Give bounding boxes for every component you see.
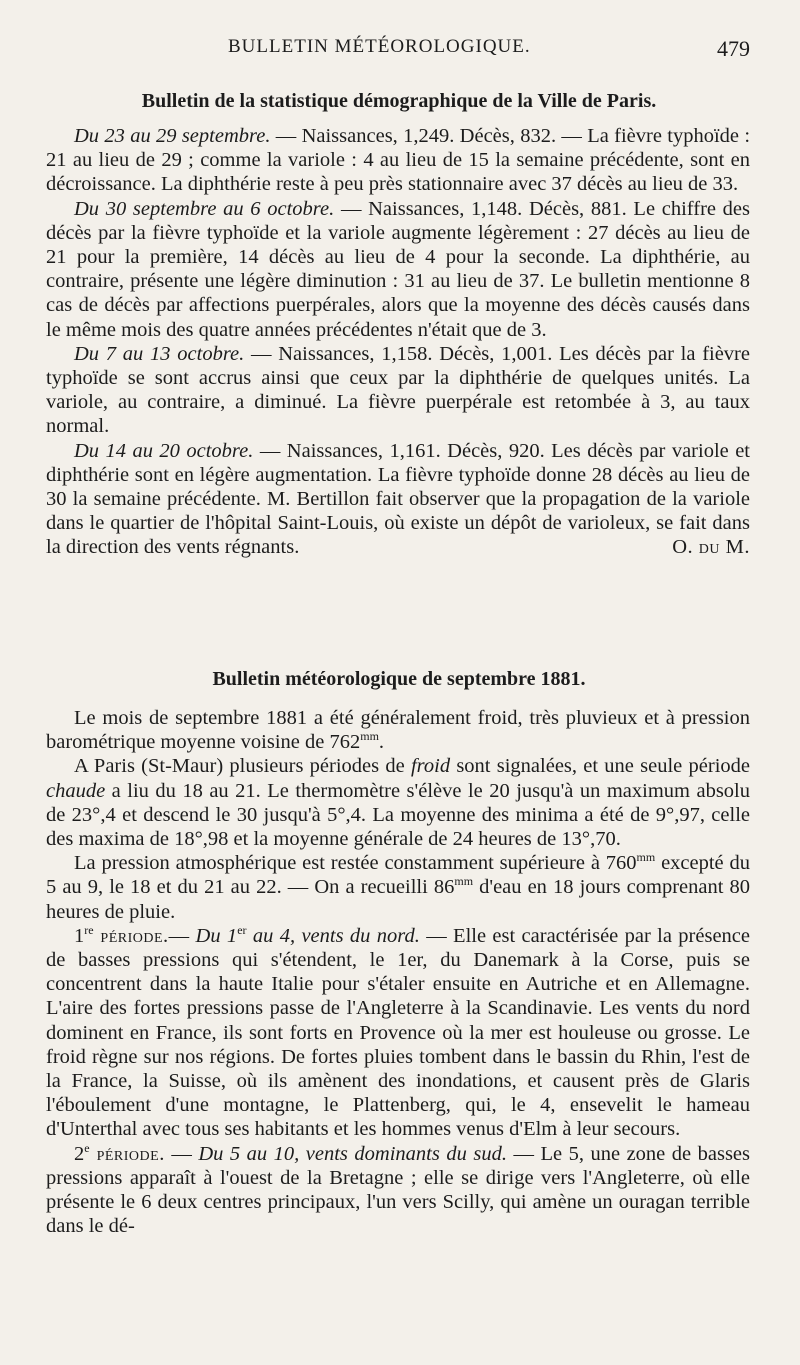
- paragraph: [46, 706, 750, 754]
- paragraph-text: — Naissances, 1,158. Décès, 1,001. Les décès par la fièvre typhoïde se sont accrus ainsi que ceux par la diphthérie de quelques unités. La variole, au contraire, a diminué. La fièvre puerpérale est retombée à 3, au taux normal.: [46, 342, 750, 438]
- date-range: Du 23 au 29 septembre.: [74, 125, 271, 147]
- section-body-meteorology: [46, 706, 750, 1238]
- paragraph-text: — Naissances, 1,249. Décès, 832. — La fièvre typhoïde : 21 au lieu de 29 ; comme la variole : 4 au lieu de 15 la semaine précédente, sont en décroissance. La diphthérie reste à peu près stationnaire avec 37 décès au lieu de 33.: [46, 125, 751, 196]
- emphasis: chaude: [46, 779, 106, 802]
- ordinal-superscript: re: [84, 923, 94, 937]
- dash: —: [164, 1142, 199, 1165]
- paragraph-text: — Naissances, 1,161. Décès, 920. Les décès par variole et diphthérie sont en légère augmentation. La fièvre typhoïde donne 28 décès au lieu de 30 la semaine précédente. M. Bertillon fait observer que la propagation de la variole dans le quartier de l'hôpital Saint-Louis, où existe un dépôt de varioleux, se fait dans la direction des vents régnants.: [46, 439, 750, 559]
- emphasis: Du 1: [195, 924, 238, 947]
- paragraph-text: a liu du 18 au 21. Le thermomètre s'élève le 20 jusqu'à un maximum absolu de 23°,4 et descend le 30 jusqu'à 5°,4. La moyenne des minima a été de 9°,97, celle des maxima de 18°,98 et la moyenne générale de 24 heures de 13°,70.: [46, 779, 750, 851]
- emphasis: au 4, vents du nord.: [246, 924, 420, 947]
- paragraph-text: — Le 5, une zone de basses pressions apparaît à l'ouest de la Bretagne ; elle se dirige vers l'Angleterre, où elle présente le 6 deux centres principaux, l'un vers Scilly, qui amène un ouragan terrible dans le dé-: [46, 1142, 751, 1238]
- date-range: Du 30 septembre au 6 octobre.: [74, 197, 335, 220]
- paragraph-text: — Elle est caractérisée par la présence de basses pressions qui s'étendent, le 1er, du Danemark à la Corse, puis se concentrent dans la haute Italie pour s'étaler ensuite en Autriche et en Allemagne. L'aire des fortes pressions passe de l'Angleterre à la Scandinavie. Les vents du nord dominent en France, ils sont forts en Provence où la mer est houleuse ou grosse. Le froid règne sur nos régions. De fortes pluies tombent dans le bassin du Rhin, l'est de la France, la Suisse, où ils amènent des inondations, et causent près de Glaris l'éboulement d'une montagne, le Plattenberg, qui, le 4, ensevelit le hameau d'Unterthal avec tous ses habitants et les hommes venus d'Elm à leur secours.: [46, 924, 750, 1141]
- period-number: 2: [74, 1142, 85, 1165]
- section-body-demographics: [46, 124, 750, 560]
- paragraph: [46, 342, 750, 439]
- paragraph: [46, 197, 750, 342]
- paragraph-text: Le mois de septembre 1881 a été généralement froid, très pluvieux et à pression barométrique moyenne voisine de 762: [46, 707, 750, 754]
- running-title: BULLETIN MÉTÉOROLOGIQUE.: [228, 36, 531, 57]
- paragraph: [46, 851, 750, 924]
- paragraph: [46, 1142, 750, 1239]
- paragraph-text: excepté du 5 au 9, le 18 et du 21 au 22. — On a recueilli 86: [46, 852, 751, 899]
- paragraph-text: d'eau en 18 jours comprenant 80 heures de pluie.: [46, 876, 750, 923]
- period-number: 1: [74, 924, 85, 947]
- paragraph: [46, 439, 750, 560]
- unit-superscript: mm: [636, 850, 656, 865]
- ordinal-superscript: er: [237, 923, 247, 937]
- paragraph-text: La pression atmosphérique est restée constamment supérieure à 760: [74, 852, 637, 875]
- paragraph: [46, 124, 750, 197]
- section-title-demographics: Bulletin de la statistique démographique de la Ville de Paris.: [141, 90, 657, 112]
- signature: O. du M.: [672, 536, 750, 559]
- emphasis: froid: [410, 755, 451, 778]
- paragraph: [46, 924, 750, 1142]
- period-label: période.: [89, 1142, 165, 1165]
- paragraph-text: A Paris (St-Maur) plusieurs périodes de: [74, 755, 411, 778]
- period-label: période.: [93, 924, 169, 947]
- section-title-meteorology: Bulletin météorologique de septembre 1881.: [212, 668, 586, 690]
- paragraph-text: — Naissances, 1,148. Décès, 881. Le chiffre des décès par la fièvre typhoïde et la variole augmente légèrement : 27 décès au lieu de 21 pour la première, 14 décès au lieu de 4 pour la seconde. La diphthérie, au contraire, présente une légère diminution : 31 au lieu de 37. Le bulletin mentionne 8 cas de décès par affections puerpérales, alors que la moyenne des décès causés dans le même mois des quatre années précédentes n'était que de 3.: [46, 197, 751, 341]
- date-range: Du 14 au 20 octobre.: [74, 439, 254, 462]
- emphasis: Du 5 au 10, vents dominants du sud.: [198, 1142, 507, 1165]
- date-range: Du 7 au 13 octobre.: [74, 342, 245, 365]
- running-header: [48, 36, 750, 64]
- paragraph-text: sont signalées, et une seule période: [450, 755, 750, 778]
- paragraph-text: .: [378, 731, 385, 754]
- paragraph: [46, 754, 750, 851]
- unit-superscript: mm: [454, 874, 474, 889]
- unit-superscript: mm: [360, 729, 379, 744]
- ordinal-superscript: e: [84, 1140, 90, 1155]
- page-number: 479: [717, 36, 750, 61]
- dash: —: [168, 924, 196, 947]
